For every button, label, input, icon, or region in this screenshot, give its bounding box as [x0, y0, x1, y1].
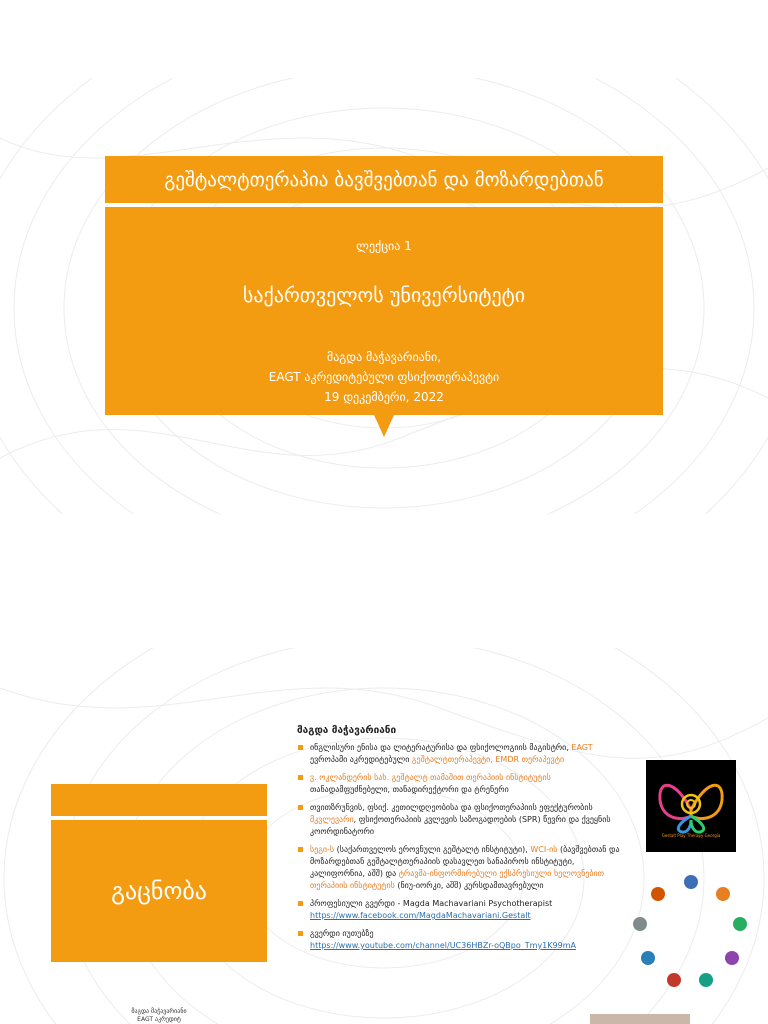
profile-photo [590, 1014, 690, 1024]
highlight-text: WCI-ის [530, 845, 558, 854]
caption-name: მაგდა მაჭავარიანი [131, 1008, 187, 1015]
butterfly-spiral-icon [646, 760, 736, 852]
bullet-text: (ბავშვებთან და მოზარდებთან გეშტალტთერაპიის დასავლეთ სანაპიროს ინსტიტუტი, კალიფორნია, აშშ) და [310, 845, 620, 878]
title-content-box [105, 207, 663, 415]
list-item [296, 844, 626, 892]
bullet-text: (საქართველოს ეროვნული გეშტალტ ინსტიტუტი), [334, 845, 531, 854]
section-title-box [51, 820, 267, 962]
callout-pointer [374, 415, 394, 437]
highlight-text: ტრავმა-ინფორმირებული ექსპრესიული ხელოვნებით თერაპიის ინსტიტუტის [310, 869, 605, 890]
bullet-text: (ნიუ-იორკი, აშშ) კურსდამთავრებული [394, 881, 544, 890]
facebook-link[interactable]: https://www.facebook.com/MagdaMachavariani.Gestalt [310, 911, 531, 920]
bio-bullet-list [296, 742, 626, 958]
accent-bar [51, 784, 267, 816]
list-item [296, 742, 626, 766]
people-circle-illustration [628, 872, 754, 992]
youtube-link[interactable]: https://www.youtube.com/channel/UC36HBZr-oQBpo_Tmy1K99mA [310, 941, 576, 950]
bullet-text: ინგლისური ენისა და ლიტერატურისა და ფსიქოლოგიის მაგისტრი, [310, 743, 572, 752]
author-credential: EAGT აკრედიტებული ფსიქოთერაპევტი [268, 370, 500, 384]
list-item [296, 772, 626, 796]
bullet-text: თანადამფუძნებელი, თანადირექტორი და ტრენერი [310, 785, 509, 794]
bullet-text: პროფესიული გვერდი - Magda Machavariani Psychotherapist [310, 899, 553, 908]
slide-title: გეშტალტთერაპია ბავშვებთან და მოზარდებთან [105, 156, 663, 203]
lecture-number: ლექცია 1 [356, 239, 412, 253]
list-item [296, 898, 626, 922]
university-name: საქართველოს უნივერსიტეტი [242, 283, 526, 307]
highlight-text: სეგი-ს [310, 845, 335, 854]
institute-logo [646, 760, 736, 852]
highlight-text: გეშტალტთერაპევტი, EMDR თერაპევტი [411, 755, 565, 764]
list-item [296, 802, 626, 838]
author-info [105, 347, 663, 407]
lecture-date: 19 დეკემბერი, 2022 [324, 390, 444, 404]
bullet-text: , ფსიქოთერაპიის კვლევის საზოგადოების (SPR) წევრი და ქვეყნის კოორდინატორი [310, 815, 611, 836]
logo-text: Gestalt Play Therapy Georgia [661, 833, 721, 838]
bullet-text: თვითზრუნვის, ფსიქ. კეთილდღეობისა და ფსიქოთერაპიის ეფექტურობის [310, 803, 593, 812]
photo-caption [51, 1008, 267, 1024]
person-name: მაგდა მაჭავარიანი [297, 725, 397, 736]
highlight-text: EAGT [571, 743, 593, 752]
highlight-text: ვ. ოკლანდერის სახ. გეშტალტ თამაშით თერაპიის ინსტიტუტის [310, 773, 551, 782]
section-title: გაცნობა [111, 877, 207, 905]
highlight-text: მკვლევარი [310, 815, 354, 824]
author-name: მაგდა მაჭავარიანი, [326, 350, 442, 364]
list-item [296, 928, 626, 952]
caption-subtitle: EAGT აკრედიტ [137, 1016, 181, 1023]
bullet-text: გვერდი იუთუბზე [310, 929, 374, 938]
bullet-text: ევროპამი აკრედიტებული [310, 755, 412, 764]
